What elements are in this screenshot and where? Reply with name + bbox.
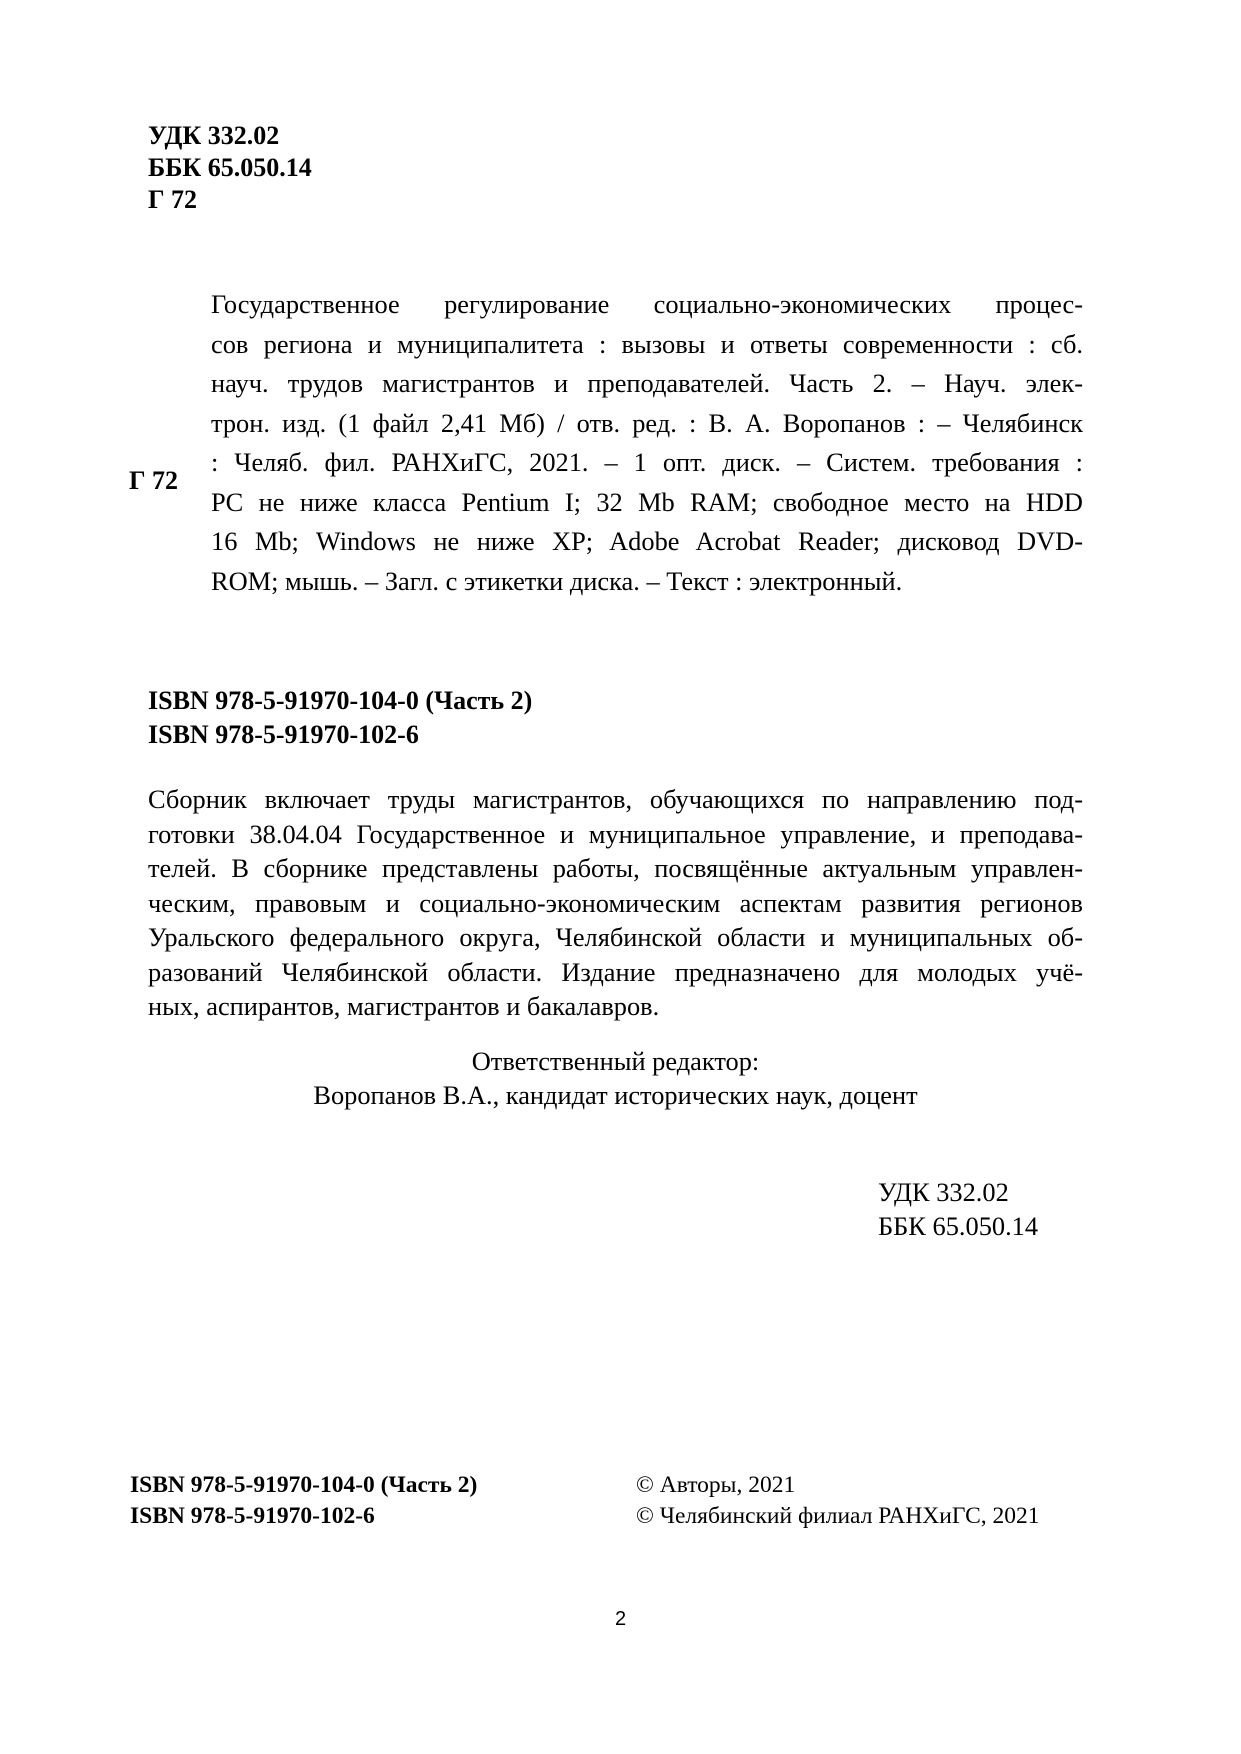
bottom-isbn-block (130, 1470, 477, 1532)
copyright-publisher: © Челябинский филиал РАНХиГС, 2021 (636, 1503, 1040, 1529)
bottom-isbn-part: ISBN 978-5-91970-104-0 (Часть 2) (130, 1472, 478, 1498)
udk-code: УДК 332.02 (148, 121, 280, 150)
udk-code-right: УДК 332.02 (878, 1177, 1009, 1207)
biblio-line: трон. изд. (1 файл 2,41 Мб) / отв. ред. : В. А. Воропанов : – Челябинск (211, 407, 1083, 438)
author-sign: Г 72 (148, 185, 198, 214)
classification-codes-right (878, 1175, 1038, 1243)
margin-author-sign: Г 72 (129, 466, 179, 495)
copyright-block (636, 1470, 1040, 1532)
classification-codes-header (148, 120, 312, 216)
biblio-line: : Челяб. фил. РАНХиГС, 2021. – 1 опт. диск. – Систем. требования : (211, 447, 1083, 477)
annotation-line: ных, аспирантов, магистрантов и бакалавров. (148, 991, 660, 1021)
annotation-line: готовки 38.04.04 Государственное и муниципальное управление, и преподава- (148, 818, 1083, 849)
isbn-part: ISBN 978-5-91970-104-0 (Часть 2) (148, 686, 533, 715)
copyright-authors: © Авторы, 2021 (636, 1472, 796, 1498)
biblio-line: ROM; мышь. – Загл. с этикетки диска. – Текст : электронный. (211, 565, 903, 596)
bbk-code: ББК 65.050.14 (148, 153, 312, 182)
isbn-general: ISBN 978-5-91970-102-6 (148, 720, 419, 749)
editor-name: Воропанов В.А., кандидат исторических наук, доцент (313, 1080, 918, 1110)
responsible-editor (148, 1044, 1083, 1112)
annotation-line: Сборник включает труды магистрантов, обучающихся по направлению под- (148, 784, 1083, 814)
isbn-block (148, 684, 532, 752)
editor-label: Ответственный редактор: (471, 1046, 760, 1076)
page-number: 2 (614, 1608, 627, 1630)
biblio-line: Государственное регулирование социально-экономических процес- (211, 289, 1083, 319)
biblio-line: 16 Mb; Windows не ниже XP; Adobe Acrobat Reader; дисковод DVD- (211, 526, 1083, 556)
biblio-line: PC не ниже класса Pentium I; 32 Mb RAM; свободное место на HDD (211, 486, 1083, 517)
annotation-line: разований Челябинской области. Издание предназначено для молодых учё- (148, 956, 1083, 987)
bibliographic-description (211, 285, 1083, 601)
biblio-line: сов региона и муниципалитета : вызовы и ответы современности : сб. (211, 328, 1083, 359)
bottom-isbn-general: ISBN 978-5-91970-102-6 (130, 1503, 375, 1529)
bbk-code-right: ББК 65.050.14 (878, 1211, 1039, 1241)
annotation (148, 782, 1083, 1024)
annotation-line: ческим, правовым и социально-экономическим аспектам развития регионов (148, 887, 1083, 918)
annotation-line: Уральского федерального округа, Челябинской области и муниципальных об- (148, 922, 1083, 952)
annotation-line: телей. В сборнике представлены работы, посвящённые актуальным управлен- (148, 853, 1083, 883)
biblio-line: науч. трудов магистрантов и преподавателей. Часть 2. – Науч. элек- (211, 368, 1083, 398)
